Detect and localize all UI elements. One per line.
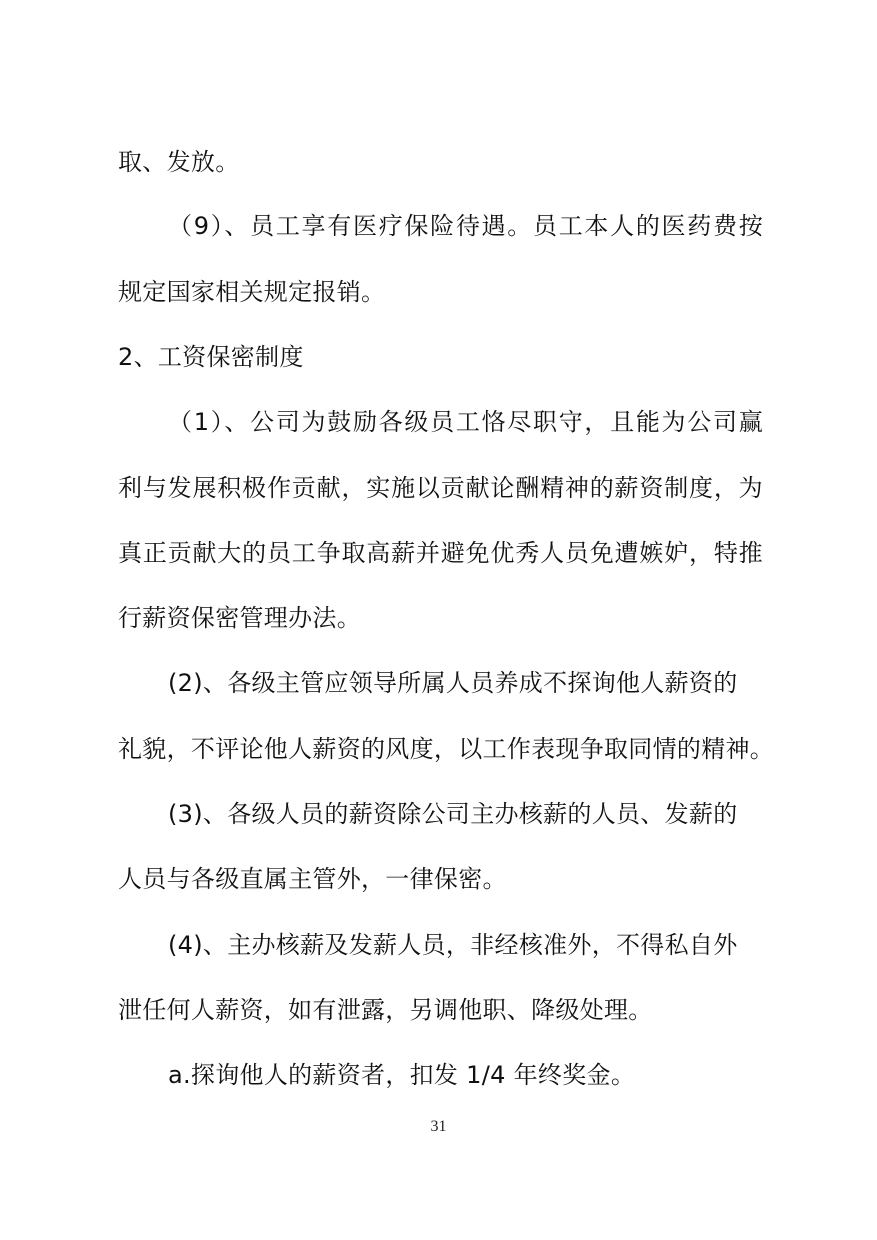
text-line-3: 规定国家相关规定报销。 xyxy=(118,278,386,306)
page-number: 31 xyxy=(430,1118,447,1135)
text-line-5: （1）、公司为鼓励各级员工恪尽职守，且能为公司赢 xyxy=(168,408,763,436)
text-line-9: (2)、各级主管应领导所属人员养成不探询他人薪资的 xyxy=(168,669,738,697)
text-line-14: 泄任何人薪资，如有泄露，另调他职、降级处理。 xyxy=(118,996,653,1024)
section-heading: 2、工资保密制度 xyxy=(118,343,304,371)
text-line-12: 人员与各级直属主管外，一律保密。 xyxy=(118,865,507,893)
text-line-6: 利与发展积极作贡献，实施以贡献论酬精神的薪资制度，为 xyxy=(118,474,763,502)
text-line-13: (4)、主办核薪及发薪人员，非经核准外，不得私自外 xyxy=(168,931,738,959)
text-line-2: （9）、员工享有医疗保险待遇。员工本人的医药费按 xyxy=(168,212,763,240)
text-line-15: a.探询他人的薪资者，扣发 1/4 年终奖金。 xyxy=(168,1061,636,1089)
text-line-1: 取、发放。 xyxy=(118,148,240,176)
text-line-10: 礼貌，不评论他人薪资的风度，以工作表现争取同情的精神。 xyxy=(118,735,775,763)
text-line-7: 真正贡献大的员工争取高薪并避免优秀人员免遭嫉妒，特推 xyxy=(118,539,763,567)
text-line-11: (3)、各级人员的薪资除公司主办核薪的人员、发薪的 xyxy=(168,800,738,828)
text-line-8: 行薪资保密管理办法。 xyxy=(118,604,361,632)
